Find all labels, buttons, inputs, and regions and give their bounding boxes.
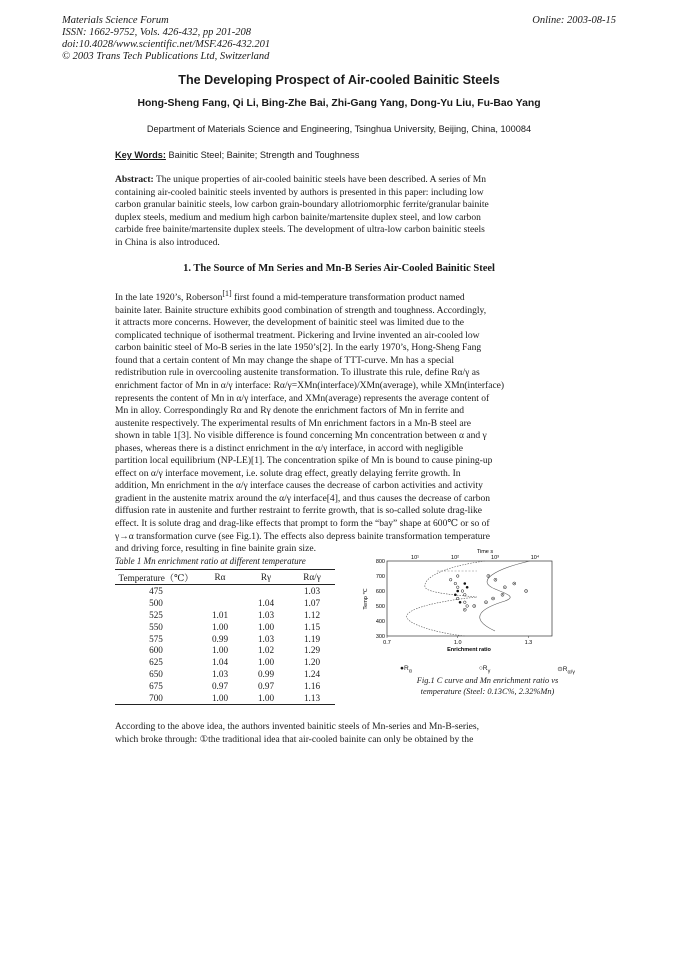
enrichment-tick: 1.3 [524, 640, 533, 646]
table-cell: 1.12 [303, 609, 321, 620]
table-row [115, 609, 335, 621]
data-point-center [504, 587, 505, 588]
chart-legend [400, 665, 575, 675]
data-point [456, 575, 459, 578]
table-cell: 1.15 [303, 621, 321, 632]
table-cell: 1.29 [303, 645, 321, 656]
enrichment-tick: 0.7 [383, 640, 391, 646]
body-line: found that a certain content of Mn may change the shape of TTT-curve. Mn has a special [115, 354, 455, 366]
table-row [115, 668, 335, 680]
data-point-center [488, 576, 489, 577]
keywords [115, 150, 359, 160]
data-point [454, 582, 457, 585]
time-axis-label: Time s [476, 549, 494, 555]
table-cell: 1.04 [211, 657, 229, 668]
col-header: Rγ [260, 572, 272, 582]
col-header: Rα/γ [303, 572, 321, 582]
abstract-line: The unique properties of air-cooled bainitic steels have been described. A series of Mn [155, 174, 487, 185]
table-cell: 1.13 [303, 692, 321, 703]
table-cell: 0.99 [257, 669, 275, 680]
data-point [456, 597, 459, 600]
temp-tick: 600 [375, 589, 385, 595]
figure-caption [380, 676, 595, 697]
body-line: bainite later. Bainite structure exhibits good combination of strength and toughness. Accordingly, [115, 304, 487, 316]
doi-line: doi:10.4028/www.scientific.net/MSF.426-432.201 [62, 39, 271, 50]
data-point [461, 590, 464, 593]
closing-paragraph [115, 721, 615, 746]
body-line: enrichment factor of Mn in α/γ interface: Rα/γ=XMn(interface)/XMn(average), while XMn(interface) [115, 380, 505, 391]
time-tick: 10³ [491, 555, 499, 561]
body-line: addition, Mn enrichment in the α/γ interface causes the decrease of carbon activities and activity [115, 480, 483, 492]
section-body [115, 288, 615, 556]
table-cell: 1.20 [303, 657, 321, 668]
table-row [115, 585, 335, 597]
table-row [115, 644, 335, 656]
col-header: Rα [214, 572, 226, 582]
body-line: diffusion rate in austenite and further restraint to ferrite growth, that is so-called solute drag-like [115, 505, 482, 517]
time-tick: 10¹ [411, 555, 419, 561]
caption-line: temperature (Steel: 0.13C%, 2.32%Mn) [420, 686, 555, 696]
caption-line: Fig.1 C curve and Mn enrichment ratio vs [416, 676, 559, 685]
data-point [454, 593, 457, 596]
table-cell: 1.00 [257, 621, 275, 632]
enrichment-axis-label: Enrichment ratio [447, 647, 491, 653]
body-line: phases, whereas there is a distinct enrichment in the α/γ interface, in accord with negligible [115, 442, 464, 454]
legend-r-alpha-gamma: $⊙R_{\alpha/\gamma}$ [557, 666, 575, 676]
abstract-line: duplex steels, medium and medium high carbon bainite/martensite duplex steel, and low carbon [115, 211, 481, 223]
time-tick: 10² [451, 555, 459, 561]
table-cell: 1.02 [257, 645, 275, 656]
table-row [115, 656, 335, 668]
table-cell: 650 [149, 669, 163, 680]
c-curve-start [407, 561, 485, 636]
body-line: effect. It is solute drag and drag-like effects that prompt to form the “bay” shape at 600℃ or so of [115, 518, 490, 530]
body-line: partition local equilibrium (NP-LE)[1]. The concentration spike of Mn is bound to cause pining-up [115, 455, 493, 467]
data-point-center [464, 609, 465, 610]
data-point-center [486, 602, 487, 603]
table-cell: 0.99 [211, 633, 229, 644]
body-line: According to the above idea, the authors invented bainitic steels of Mn-series and Mn-B-series, [115, 721, 480, 732]
abstract-line: containing air-cooled bainitic steels invented by authors is presented in this paper: including low [115, 186, 484, 198]
table-cell [197, 597, 243, 609]
section-heading: 1. The Source of Mn Series and Mn-B Series Air-Cooled Bainitic Steel [183, 263, 495, 274]
data-point-center [474, 606, 475, 607]
online-date: Online: 2003-08-15 [532, 15, 616, 26]
body-line: it attracts more concerns. However, the development of bainitic steel was limited due to the [115, 317, 465, 329]
affiliation: Department of Materials Science and Engineering, Tsinghua University, Beijing, China, 100084 [146, 124, 532, 134]
table-cell: 1.00 [257, 692, 275, 703]
running-header [62, 15, 270, 63]
table-cell: 1.00 [211, 621, 229, 632]
paper-title: The Developing Prospect of Air-cooled Bainitic Steels [178, 73, 500, 87]
temp-tick: 300 [375, 634, 385, 640]
table-cell: 475 [149, 585, 163, 596]
table-row [115, 621, 335, 633]
table-cell: 1.03 [257, 633, 275, 644]
enrichment-table [115, 569, 335, 705]
col-header: Temperature（℃） [118, 573, 194, 583]
data-point-center [526, 591, 527, 592]
table-cell: 1.00 [211, 692, 229, 703]
table-cell: 550 [149, 621, 163, 632]
table-cell: 1.00 [257, 657, 275, 668]
data-point [456, 590, 459, 593]
data-point [463, 601, 466, 604]
table-cell: 600 [149, 645, 163, 656]
data-point-center [495, 579, 496, 580]
time-tick: 10⁴ [530, 555, 540, 561]
copyright-line: © 2003 Trans Tech Publications Ltd, Switzerland [62, 51, 270, 62]
table-row [115, 633, 335, 645]
data-point-center [493, 598, 494, 599]
data-point [466, 586, 469, 589]
table-caption: Table 1 Mn enrichment ratio at different temperature [115, 556, 306, 566]
enrichment-tick: 1.0 [453, 640, 462, 646]
abstract-line: in China is also introduced. [115, 236, 220, 248]
journal-name: Materials Science Forum [62, 15, 169, 26]
table-cell: 525 [149, 609, 163, 620]
keywords-label: Key Words: [115, 150, 166, 160]
legend-r-alpha: $●R_\alpha$ [400, 665, 412, 675]
body-line: γ→α transformation curve (see Fig.1). The effects also depress bainite transformation temperature [115, 530, 490, 542]
temp-tick: 700 [375, 574, 385, 580]
abstract-line: carbon granular bainitic steels, low carbon grain-boundary allotriomorphic ferrite/granular bainite [115, 199, 489, 211]
table-cell: 1.00 [211, 645, 229, 656]
table-cell: 1.03 [257, 609, 275, 620]
data-point-center [502, 594, 503, 595]
temp-axis-label: Temp ℃ [363, 588, 369, 610]
data-point [463, 593, 466, 596]
table-cell: 625 [149, 657, 163, 668]
data-point-center [514, 583, 515, 584]
body-line: austenite respectively. The experimental results of Mn enrichment factors in a Mn-B steel are [115, 417, 472, 429]
table-cell: 500 [149, 597, 163, 608]
body-line: redistribution rule in overcooling austenite transformation. To illustrate this rule, define Rα/γ as [115, 367, 480, 379]
data-point [456, 586, 459, 589]
legend-r-gamma: $○R_\gamma$ [478, 665, 491, 675]
keywords-text: Bainitic Steel; Bainite; Strength and Toughness [168, 150, 360, 160]
table-row [115, 680, 335, 692]
body-line: Mn in alloy. Correspondingly Rα and Rγ denote the enrichment factors of Mn in ferrite and [115, 405, 465, 417]
table-cell: 0.97 [257, 681, 275, 692]
body-line: gradient in the austenite matrix around the α/γ interface[4], and thus causes the decrease of carbon [115, 492, 491, 504]
body-line: which broke through: ①the traditional idea that air-cooled bainite can only be obtained by the [115, 733, 474, 745]
data-point [463, 582, 466, 585]
figure-1 [345, 547, 580, 667]
table-cell: 1.01 [211, 609, 229, 620]
data-point [466, 605, 469, 608]
data-point [449, 578, 452, 581]
table-cell [243, 585, 289, 597]
body-line: complicated technique of isothermal treatment. Pickering and Irvine invented an air-cooled low [115, 329, 480, 341]
table-cell: 1.19 [303, 633, 321, 644]
abstract [115, 174, 615, 249]
table-cell: 675 [149, 681, 163, 692]
body-line: represents the content of Mn in α/γ interface, and XMn(average) represents the average content of [115, 392, 490, 404]
abstract-line: carbide free bainite/martensite duplex steels. The development of ultra-low carbon bainitic steels [115, 224, 485, 236]
issn-line: ISSN: 1662-9752, Vols. 426-432, pp 201-208 [62, 27, 251, 38]
table-cell: 1.03 [303, 585, 321, 596]
temp-tick: 500 [375, 604, 385, 610]
table-row [115, 597, 335, 609]
c-curve-chart [345, 547, 580, 667]
temp-tick: 800 [375, 559, 385, 565]
data-point [459, 601, 462, 604]
body-line: effect on α/γ interface movement, i.e. solute drag effect, greatly delaying ferrite growth. In [115, 467, 461, 479]
table-cell: 1.03 [211, 669, 229, 680]
table-row [115, 692, 335, 704]
table-header-row [115, 570, 335, 585]
body-line: In the late 1920’s, Roberson[1] first found a mid-temperature transformation product named [115, 289, 465, 304]
table-body [115, 585, 335, 705]
abstract-label: Abstract: [115, 174, 154, 185]
table-cell [197, 585, 243, 597]
c-curve-finish [480, 561, 530, 631]
table-cell: 700 [149, 692, 163, 703]
table-cell: 0.97 [211, 681, 229, 692]
body-line: shown in table 1[3]. No visible difference is found concerning Mn concentration between α and γ [115, 430, 487, 442]
author-list: Hong-Sheng Fang, Qi Li, Bing-Zhe Bai, Zhi-Gang Yang, Dong-Yu Liu, Fu-Bao Yang [137, 98, 541, 109]
table-cell: 1.04 [257, 597, 275, 608]
table-cell: 575 [149, 633, 163, 644]
body-line: carbon bainitic steel of Mo-B series in the late 1950’s[2]. In the early 1970’s, Hong-Sheng Fang [115, 342, 482, 354]
plot-frame [387, 561, 552, 636]
body-line: and driving force, resulting in fine bainite grain size. [115, 543, 316, 555]
table-cell: 1.07 [303, 597, 321, 608]
temp-tick: 400 [375, 619, 385, 625]
table-cell: 1.24 [303, 669, 321, 680]
table-cell: 1.16 [303, 681, 321, 692]
